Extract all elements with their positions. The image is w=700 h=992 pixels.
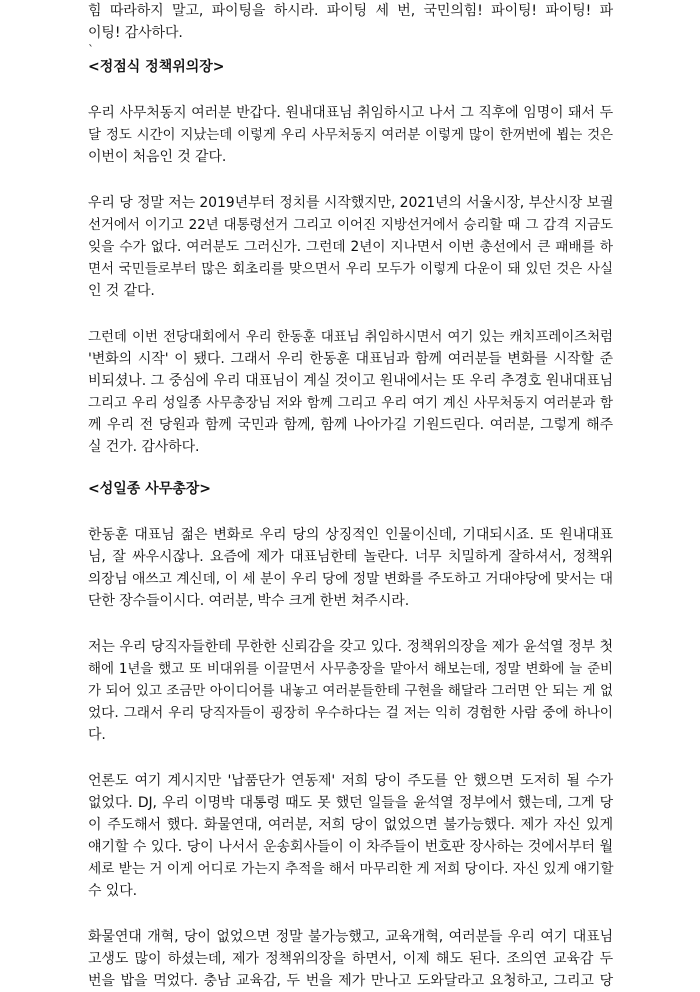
paragraph — [88, 192, 613, 302]
text-line: 달 정도 시간이 지났는데 이렇게 우리 사무처동지 여러분 이렇게 많이 한꺼번에 뵙는 것은 — [88, 127, 613, 143]
text-line: 없었다. DJ, 우리 이명박 대통령 때도 못 했던 일들을 윤석열 정부에서 했는데, 그게 당 — [88, 795, 613, 811]
text-line: 비되셨나. 그 중심에 우리 대표님이 계실 것이고 원내에서는 또 우리 추경호 원내대표님 — [88, 373, 613, 389]
text-line: 었다. 그래서 우리 당직자들이 굉장히 우수하다는 걸 저는 익히 경험한 사람 중에 하나이 — [88, 705, 613, 721]
text-line: 그런데 이번 전당대회에서 우리 한동훈 대표님 취임하시면서 여기 있는 캐치프레이즈처럼 — [88, 329, 613, 345]
text-line: 이번이 처음인 것 같다. — [88, 149, 227, 165]
text-line: 잊을 수가 없다. 여러분도 그러신가. 그런데 2년이 지나면서 이번 총선에서 큰 패배를 하 — [88, 239, 613, 255]
text-line: 가 되어 있고 조금만 아이디어를 내놓고 여러분들한테 구현을 해달라 그러면 안 되는 게 없 — [88, 683, 613, 699]
paragraph — [88, 926, 613, 992]
text-line: 얘기할 수 있다. 당이 나서서 운송회사들이 이 차주들이 번호판 장사하는 것에서부터 월 — [88, 839, 613, 855]
text-line: 이팅! 감사하다. — [88, 25, 183, 41]
text-line: 다. — [88, 727, 106, 743]
stray-mark: ` — [88, 43, 94, 57]
text-line: 한동훈 대표님 젊은 변화로 우리 당의 상징적인 인물이신데, 기대되시죠. 또 원내대표 — [88, 527, 613, 543]
text-line: 화물연대 개혁, 당이 없었으면 정말 불가능했고, 교육개혁, 여러분들 우리 여기 대표님 — [88, 929, 613, 945]
text-line: 면서 국민들로부터 많은 회초리를 맞으면서 우리 모두가 이렇게 다운이 돼 있던 것은 사실 — [88, 261, 613, 277]
text-line: 인 것 같다. — [88, 283, 155, 299]
section-heading-policy-chair: <정점식 정책위의장> — [88, 59, 225, 75]
text-line: 해에 1년을 했고 또 비대위를 이끌면서 사무총장을 맡아서 해보는데, 정말 변화에 늘 준비 — [88, 661, 613, 677]
section-heading-secretary-general: <성일종 사무총장> — [88, 481, 212, 497]
text-line: 우리 당 정말 저는 2019년부터 정치를 시작했지만, 2021년의 서울시장, 부산시장 보궐 — [88, 195, 614, 211]
text-line: 의장님 애쓰고 계신데, 이 세 분이 우리 당에 정말 변화를 주도하고 거대야당에 맞서는 대 — [88, 571, 613, 587]
intro-paragraph — [88, 0, 613, 56]
paragraph — [88, 636, 613, 746]
text-line: '변화의 시작' 이 됐다. 그래서 우리 한동훈 대표님과 함께 여러분들 변화를 시작할 준 — [88, 351, 613, 367]
text-line: 힘 따라하지 말고, 파이팅을 하시라. 파이팅 세 번, 국민의힘! 파이팅! 파이팅! 파 — [88, 3, 613, 19]
paragraph — [88, 524, 613, 612]
text-line: 께 우리 전 당원과 함께 국민과 함께, 함께 나아가길 기원드린다. 여러분, 그렇게 해주 — [88, 417, 613, 433]
text-line: 이 주도해서 했다. 화물연대, 여러분, 저희 당이 없었으면 불가능했다. 제가 자신 있게 — [88, 817, 613, 833]
text-line: 수 있다. — [88, 883, 137, 899]
text-line: 님, 잘 싸우시잖나. 요즘에 제가 대표님한테 놀란다. 너무 치밀하게 잘하셔서, 정책위 — [88, 549, 613, 565]
text-line: 그리고 우리 성일종 사무총장님 저와 함께 그리고 우리 여기 계신 사무처동지 여러분과 함 — [88, 395, 613, 411]
text-line: 우리 사무처동지 여러분 반갑다. 원내대표님 취임하시고 나서 그 직후에 임명이 돼서 두 — [88, 105, 613, 121]
text-line: 번을 밥을 먹었다. 충남 교육감, 두 번을 제가 만나고 도와달라고 요청하고, 그리고 당 — [88, 973, 613, 989]
document-page — [88, 0, 613, 992]
text-line: 실 건가. 감사하다. — [88, 439, 200, 455]
text-line: 고생도 많이 하셨는데, 제가 정책위의장을 하면서, 이제 해도 된다. 조의연 교육감 두 — [88, 951, 613, 967]
text-line: 단한 장수들이시다. 여러분, 박수 크게 한번 쳐주시라. — [88, 593, 410, 609]
paragraph — [88, 326, 613, 458]
text-line: 저는 우리 당직자들한테 무한한 신뢰감을 갖고 있다. 정책위의장을 제가 윤석열 정부 첫 — [88, 639, 613, 655]
text-line: 세로 받는 거 이게 어디로 가는지 추적을 해서 마무리한 게 저희 당이다. 자신 있게 얘기할 — [88, 861, 614, 877]
paragraph — [88, 770, 613, 902]
text-line: 언론도 여기 계시지만 '납품단가 연동제' 저희 당이 주도를 안 했으면 도저히 될 수가 — [88, 773, 613, 789]
paragraph — [88, 102, 613, 168]
text-line: 선거에서 이기고 22년 대통령선거 그리고 이어진 지방선거에서 승리할 때 그 감격 지금도 — [88, 217, 613, 233]
